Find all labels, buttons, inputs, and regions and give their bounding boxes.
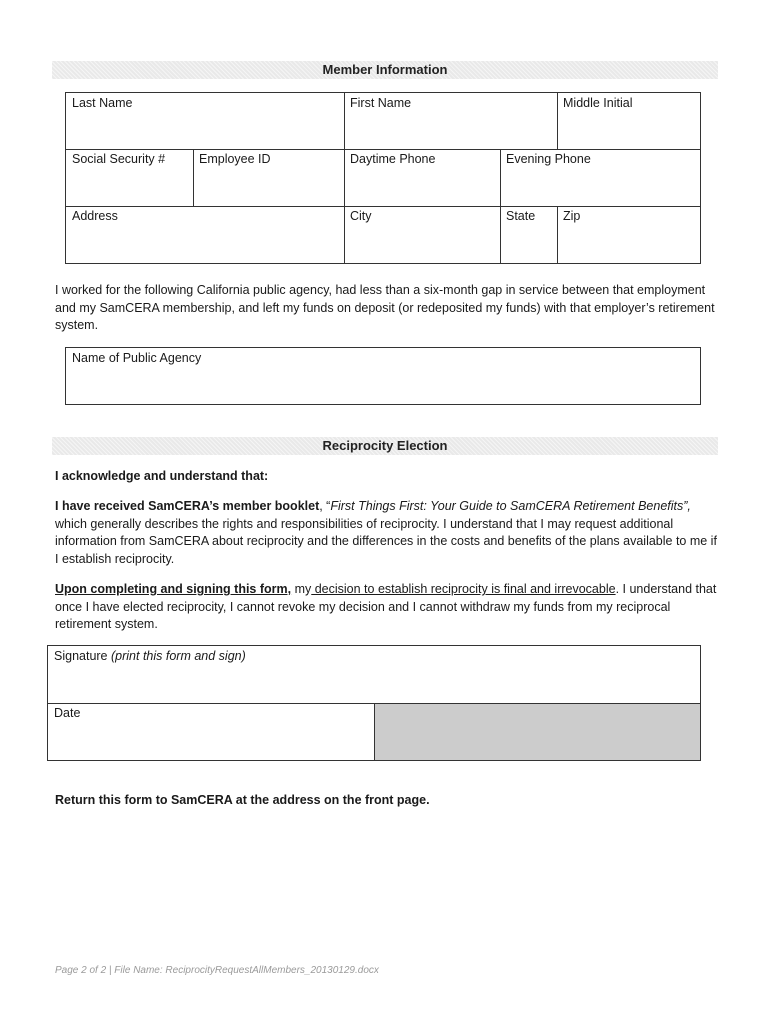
booklet-bold: I have received SamCERA’s member booklet <box>55 499 320 513</box>
evening-phone-label: Evening Phone <box>506 152 591 166</box>
ssn-field[interactable] <box>66 149 193 206</box>
zip-field[interactable] <box>557 206 700 263</box>
address-label: Address <box>72 209 118 223</box>
city-field[interactable] <box>344 206 500 263</box>
page-footer: Page 2 of 2 | File Name: ReciprocityRequestAllMembers_20130129.docx <box>55 965 379 976</box>
signature-field[interactable] <box>48 646 700 703</box>
shaded-cell <box>375 704 700 760</box>
upon-my: my <box>291 582 312 596</box>
state-label: State <box>506 209 536 223</box>
agency-statement-text: I worked for the following California public agency, had less than a six-month gap in service between that employment and my SamCERA membership, and left my funds on deposit (or redeposited my funds) with that employer’s retirement system. <box>55 283 715 332</box>
first-name-label: First Name <box>350 96 412 110</box>
zip-label: Zip <box>563 209 581 223</box>
address-field[interactable] <box>66 206 344 263</box>
acknowledge-heading: I acknowledge and understand that: <box>55 469 269 483</box>
last-name-field[interactable] <box>66 93 344 149</box>
agency-statement <box>55 282 720 335</box>
public-agency-label: Name of Public Agency <box>72 351 202 365</box>
upon-bold: Upon completing and signing this form, <box>55 582 292 596</box>
ssn-label: Social Security # <box>72 152 166 166</box>
upon-rest: . I understand that once I have elected reciprocity, I cannot revoke my decision and I cannot withdraw my funds from my reciprocal retirement system. <box>55 582 717 631</box>
daytime-phone-label: Daytime Phone <box>350 152 436 166</box>
signature-label: Signature (print this form and sign) <box>54 649 246 663</box>
reciprocity-election-heading: Reciprocity Election <box>52 437 718 455</box>
middle-initial-field[interactable] <box>557 93 700 149</box>
booklet-title: First Things First: Your Guide to SamCERA Retirement Benefits”, <box>330 499 691 513</box>
middle-initial-label: Middle Initial <box>563 96 633 110</box>
member-info-table <box>65 92 701 264</box>
last-name-label: Last Name <box>72 96 133 110</box>
member-information-heading: Member Information <box>52 61 718 79</box>
employee-id-label: Employee ID <box>199 152 271 166</box>
public-agency-field[interactable] <box>65 347 701 405</box>
state-field[interactable] <box>500 206 557 263</box>
signature-table <box>47 645 701 761</box>
return-instructions: Return this form to SamCERA at the address on the front page. <box>55 793 430 807</box>
evening-phone-field[interactable] <box>500 149 700 206</box>
date-field[interactable] <box>48 703 374 760</box>
first-name-field[interactable] <box>344 93 557 149</box>
irrevocable-paragraph <box>55 581 720 634</box>
upon-underline: decision to establish reciprocity is final and irrevocable <box>311 582 616 596</box>
employee-id-field[interactable] <box>193 149 344 206</box>
city-label: City <box>350 209 372 223</box>
booklet-sep: , “ <box>319 499 331 513</box>
booklet-paragraph <box>55 498 720 568</box>
daytime-phone-field[interactable] <box>344 149 500 206</box>
date-label: Date <box>54 706 81 720</box>
booklet-rest: which generally describes the rights and responsibilities of reciprocity. I understand that I may request additional information from SamCERA about reciprocity and the differences in the costs and benefits of the plans available to me if I establish reciprocity. <box>55 516 717 566</box>
